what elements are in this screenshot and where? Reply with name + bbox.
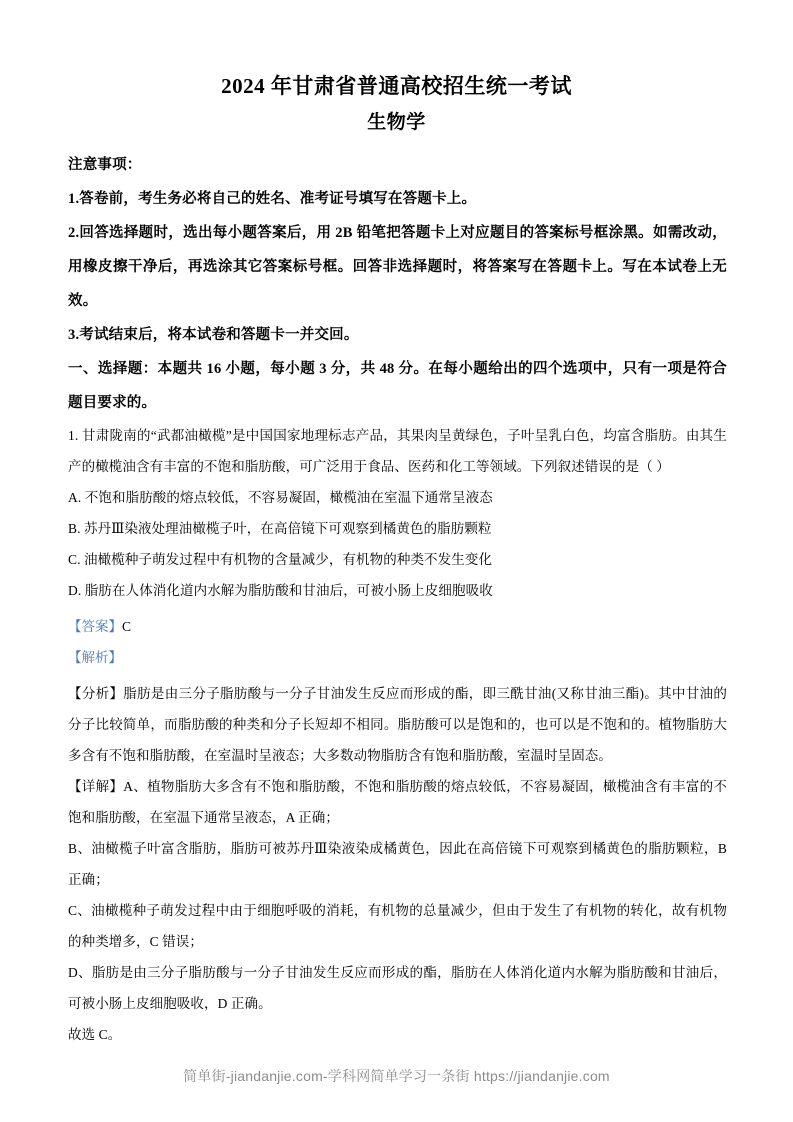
analysis-conclusion: 故选 C。 — [68, 1027, 122, 1042]
footer-watermark: 简单街-jiandanjie.com-学科网简单学习一条街 https://jiandanjie.com — [183, 1068, 610, 1084]
analysis-label: 【解析】 — [68, 650, 122, 665]
page-title: 2024 年甘肃省普通高校招生统一考试 — [221, 74, 572, 98]
analysis-line — [68, 642, 727, 673]
page-subtitle: 生物学 — [367, 112, 426, 133]
notice-heading: 注意事项： — [68, 157, 142, 173]
analysis-paragraph-4: C、油橄榄种子萌发过程中由于细胞呼吸的消耗，有机物的总量减少，但由于发生了有机物的转化，故有机物的种类增多，C 错误； — [68, 903, 727, 949]
analysis-paragraph-3: B、油橄榄子叶富含脂肪，脂肪可被苏丹Ⅲ染液染成橘黄色，因此在高倍镜下可观察到橘黄色的脂肪颗粒，B 正确； — [68, 841, 727, 887]
analysis-paragraph-5: D、脂肪是由三分子脂肪酸与一分子甘油发生反应而形成的酯，脂肪在人体消化道内水解为脂肪酸和甘油后，可被小肠上皮细胞吸收，D 正确。 — [68, 965, 727, 1011]
question-1-option-a[interactable]: A. 不饱和脂肪酸的熔点较低，不容易凝固，橄榄油在室温下通常呈液态 — [68, 490, 493, 505]
question-1-option-d[interactable]: D. 脂肪在人体消化道内水解为脂肪酸和甘油后，可被小肠上皮细胞吸收 — [68, 583, 493, 598]
notice-item-2: 2.回答选择题时，选出每小题答案后，用 2B 铅笔把答题卡上对应题目的答案标号框涂黑。如需改动，用橡皮擦干净后，再选涂其它答案标号框。回答非选择题时，将答案写在答题卡上。写在本试卷上无效。 — [68, 225, 727, 309]
notice-item-3: 3.考试结束后，将本试卷和答题卡一并交回。 — [68, 327, 359, 343]
question-1-stem: 1. 甘肃陇南的“武都油橄榄”是中国国家地理标志产品，其果肉呈黄绿色，子叶呈乳白色，均富含脂肪。由其生产的橄榄油含有丰富的不饱和脂肪酸，可广泛用于食品、医药和化工等领域。下列叙述错误的是（ ） — [68, 428, 727, 474]
answer-line — [68, 611, 727, 642]
question-1-option-b[interactable]: B. 苏丹Ⅲ染液处理油橄榄子叶，在高倍镜下可观察到橘黄色的脂肪颗粒 — [68, 521, 492, 536]
section-heading-multiple-choice: 一、选择题：本题共 16 小题，每小题 3 分，共 48 分。在每小题给出的四个选项中，只有一项是符合题目要求的。 — [68, 361, 727, 411]
document-body — [68, 148, 727, 1050]
question-1-option-c[interactable]: C. 油橄榄种子萌发过程中有机物的含量减少，有机物的种类不发生变化 — [68, 552, 493, 567]
analysis-paragraph-1: 【分析】脂肪是由三分子脂肪酸与一分子甘油发生反应而形成的酯，即三酰甘油(又称甘油三酯)。其中甘油的分子比较简单，而脂肪酸的种类和分子长短却不相同。脂肪酸可以是饱和的，也可以是不饱和的。植物脂肪大多含有不饱和脂肪酸，在室温时呈液态；大多数动物脂肪含有饱和脂肪酸，室温时呈固态。 — [68, 686, 727, 763]
answer-label: 【答案】 — [68, 619, 122, 634]
analysis-paragraph-2: 【详解】A、植物脂肪大多含有不饱和脂肪酸，不饱和脂肪酸的熔点较低，不容易凝固，橄榄油含有丰富的不饱和脂肪酸，在室温下通常呈液态，A 正确； — [68, 779, 727, 825]
notice-item-1: 1.答卷前，考生务必将自己的姓名、准考证号填写在答题卡上。 — [68, 191, 477, 207]
answer-value: C — [122, 619, 132, 634]
